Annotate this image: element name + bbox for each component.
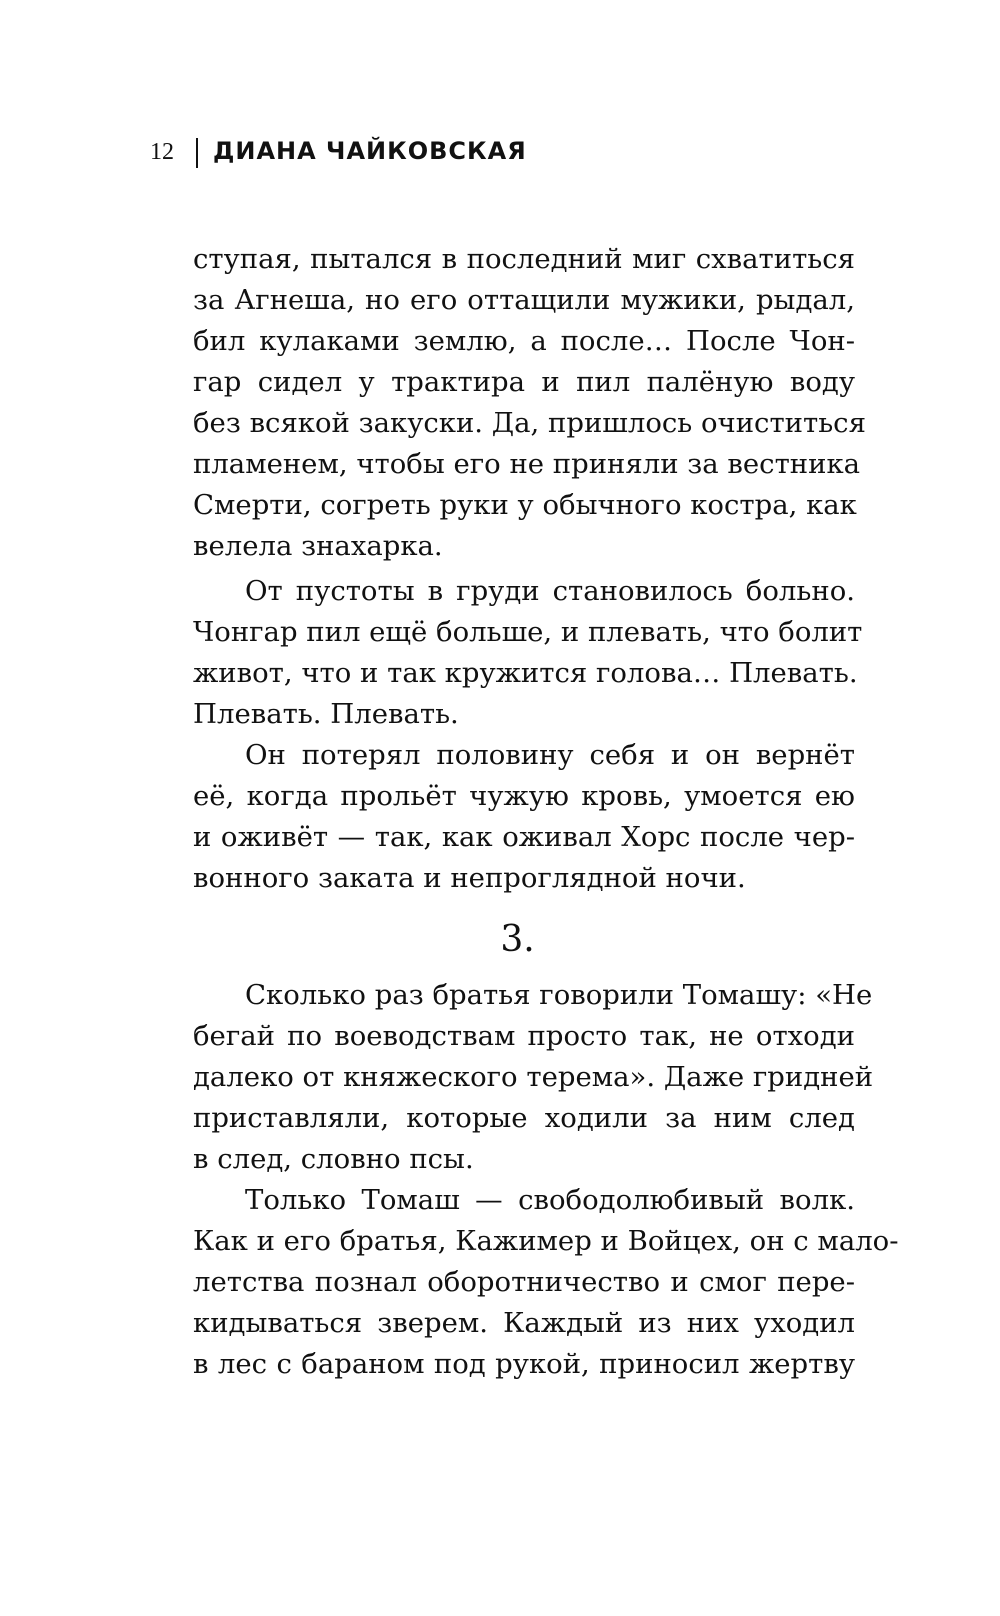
text-line: и оживёт — так, как оживал Хорс после чер- <box>193 821 855 853</box>
text-line: кидываться зверем. Каждый из них уходил <box>193 1307 855 1339</box>
header-divider <box>196 138 198 168</box>
text-line: гар сидел у трактира и пил палёную воду <box>193 366 855 398</box>
text-line: ступая, пытался в последний миг схватиться <box>193 243 855 275</box>
text-line: приставляли, которые ходили за ним след <box>193 1102 855 1134</box>
text-line: Как и его братья, Кажимер и Войцех, он с мало- <box>193 1225 899 1257</box>
text-line: Смерти, согреть руки у обычного костра, как <box>193 489 857 521</box>
text-line: бил кулаками землю, а после… После Чон- <box>193 325 855 357</box>
paragraph-2 <box>193 571 863 735</box>
text-line: без всякой закуски. Да, пришлось очиститься <box>193 407 866 439</box>
text-line: Сколько раз братья говорили Томашу: «Не <box>245 979 873 1011</box>
paragraph-5 <box>193 1180 899 1385</box>
text-line: далеко от княжеского терема». Даже гридней <box>193 1061 874 1093</box>
text-line: Только Томаш — свободолюбивый волк. <box>245 1184 855 1216</box>
text-line: летства познал оборотничество и смог пере- <box>193 1266 855 1298</box>
text-line: велела знахарка. <box>193 530 443 562</box>
text-line: Он потерял половину себя и он вернёт <box>245 739 855 771</box>
running-head <box>0 0 1000 200</box>
paragraph-1 <box>193 239 866 567</box>
text-line: живот, что и так кружится голова… Плевать. <box>193 657 858 689</box>
text-line: Плевать. Плевать. <box>193 698 459 730</box>
text-line: пламенем, чтобы его не приняли за вестника <box>193 448 861 480</box>
paragraph-4 <box>193 975 874 1180</box>
author-name: ДИАНА ЧАЙКОВСКАЯ <box>213 137 527 165</box>
text-line: вонного заката и непроглядной ночи. <box>193 862 746 894</box>
text-line: её, когда прольёт чужую кровь, умоется ею <box>193 780 855 812</box>
text-line: в лес с бараном под рукой, приносил жертву <box>193 1348 855 1380</box>
text-line: От пустоты в груди становилось больно. <box>245 575 855 607</box>
section-heading: 3. <box>500 919 535 960</box>
text-line: бегай по воеводствам просто так, не отходи <box>193 1020 855 1052</box>
paragraph-3 <box>193 735 855 899</box>
text-line: в след, словно псы. <box>193 1143 474 1175</box>
text-line: Чонгар пил ещё больше, и плевать, что болит <box>193 616 863 648</box>
page-number: 12 <box>150 139 174 165</box>
text-line: за Агнеша, но его оттащили мужики, рыдал, <box>193 284 855 316</box>
